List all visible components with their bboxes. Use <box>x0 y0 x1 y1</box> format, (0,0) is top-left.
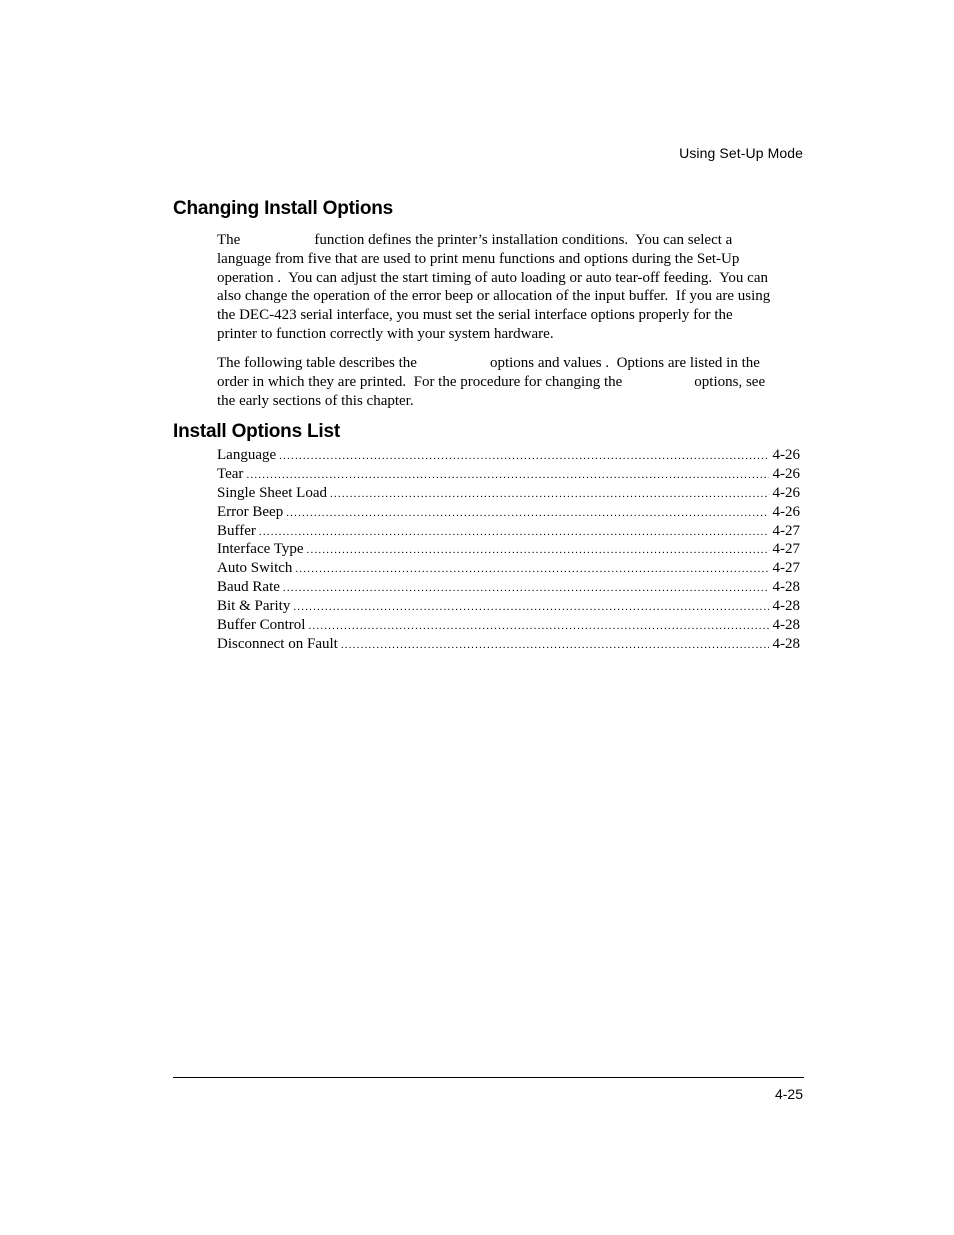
toc-label: Buffer Control <box>217 617 306 634</box>
paragraph-line: the early sections of this chapter. <box>217 392 414 409</box>
toc-page-number: 4-28 <box>772 598 800 615</box>
toc-entry-auto-switch[interactable] <box>217 559 800 578</box>
toc-page-number: 4-26 <box>772 465 800 482</box>
paragraph-line: the DEC-423 serial interface, you must set the serial interface options properly for the <box>217 307 733 324</box>
install-options-list <box>217 446 800 654</box>
toc-label: Language <box>217 447 277 463</box>
toc-page-number: 4-28 <box>772 617 800 634</box>
dot-leader <box>308 617 768 636</box>
page-number: 4-25 <box>774 1086 803 1102</box>
toc-entry-disconnect-on-fault[interactable] <box>217 635 800 654</box>
dot-leader <box>279 447 768 466</box>
toc-label: Single Sheet Load <box>217 484 327 501</box>
dot-leader <box>307 541 769 560</box>
toc-label: Buffer <box>217 522 256 539</box>
toc-entry-baud-rate[interactable] <box>217 578 800 597</box>
dot-leader <box>259 523 769 542</box>
toc-label: Baud Rate <box>217 579 280 596</box>
dot-leader <box>295 560 768 579</box>
toc-entry-tear[interactable] <box>217 465 800 484</box>
toc-page-number: 4-27 <box>772 522 800 539</box>
paragraph-line: operation . You can adjust the start timing of auto loading or auto tear-off feeding. You can <box>217 269 768 286</box>
dot-leader <box>341 636 769 655</box>
dot-leader <box>286 504 768 523</box>
toc-entry-language[interactable] <box>217 446 800 465</box>
dot-leader <box>246 466 768 485</box>
section-heading-install-options-list: Install Options List <box>173 421 341 442</box>
toc-label: Bit & Parity <box>217 598 291 615</box>
dot-leader <box>283 579 769 598</box>
section-heading-changing-install-options: Changing Install Options <box>173 198 394 219</box>
running-head: Using Set-Up Mode <box>679 145 803 161</box>
toc-page-number: 4-26 <box>772 484 800 501</box>
paragraph-line: language from five that are used to print menu functions and options during the Set-Up <box>217 250 740 267</box>
paragraph-line: The following table describes the options and values . Options are listed in the <box>217 355 760 371</box>
toc-label: Interface Type <box>217 541 304 558</box>
toc-label: Disconnect on Fault <box>217 635 338 652</box>
footer-rule <box>173 1077 804 1078</box>
toc-label: Tear <box>217 465 244 482</box>
paragraph-line: printer to function correctly with your system hardware. <box>217 325 554 342</box>
intro-paragraph <box>217 231 807 344</box>
paragraph-line: also change the operation of the error beep or allocation of the input buffer. If you are using <box>217 288 771 305</box>
toc-entry-bit-parity[interactable] <box>217 597 800 616</box>
toc-entry-error-beep[interactable] <box>217 503 800 522</box>
dot-leader <box>330 485 769 504</box>
toc-entry-single-sheet-load[interactable] <box>217 484 800 503</box>
toc-entry-interface-type[interactable] <box>217 540 800 559</box>
toc-label: Auto Switch <box>217 560 293 577</box>
toc-page-number: 4-27 <box>772 560 800 577</box>
paragraph-line: The function defines the printer’s installation conditions. You can select a <box>217 232 733 248</box>
toc-page-number: 4-26 <box>772 447 800 463</box>
table-description-paragraph <box>217 354 807 410</box>
toc-label: Error Beep <box>217 503 284 520</box>
toc-page-number: 4-27 <box>772 541 800 558</box>
toc-entry-buffer[interactable] <box>217 522 800 541</box>
toc-page-number: 4-28 <box>772 579 800 596</box>
toc-page-number: 4-28 <box>772 635 800 652</box>
toc-entry-buffer-control[interactable] <box>217 616 800 635</box>
paragraph-line: order in which they are printed. For the procedure for changing the options, see <box>217 373 766 390</box>
toc-page-number: 4-26 <box>772 503 800 520</box>
dot-leader <box>293 598 768 617</box>
